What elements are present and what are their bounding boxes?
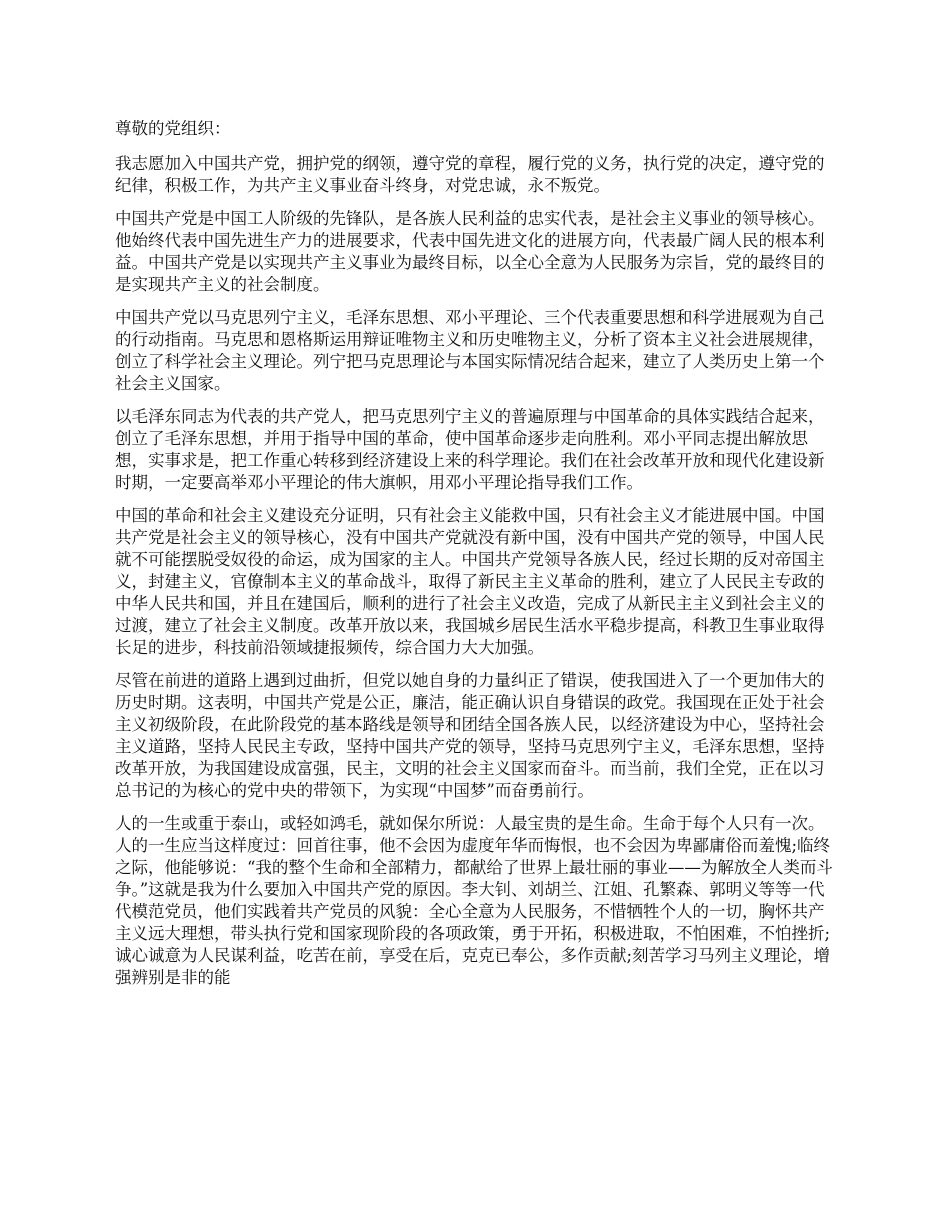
paragraph-1: 我志愿加入中国共产党，拥护党的纲领，遵守党的章程，履行党的义务，执行党的决定，遵守党的纪律，积极工作，为共产主义事业奋斗终身，对党忠诚，永不叛党。 xyxy=(115,154,825,195)
paragraph-2: 中国共产党是中国工人阶级的先锋队，是各族人民利益的忠实代表，是社会主义事业的领导核心。他始终代表中国先进生产力的进展要求，代表中国先进文化的进展方向，代表最广阔人民的根本利益。中国共产党是以实现共产主义事业为最终目标，以全心全意为人民服务为宗旨，党的最终目的是实现共产主义的社会制度。 xyxy=(115,209,825,294)
paragraph-7: 人的一生或重于泰山，或轻如鸿毛，就如保尔所说：人最宝贵的是生命。生命于每个人只有一次。人的一生应当这样度过：回首往事，他不会因为虚度年华而悔恨，也不会因为卑鄙庸俗而羞愧;临终之际，他能够说：“我的整个生命和全部精力，都献给了世界上最壮丽的事业——为解放全人类而斗争。”这就是我为什么要加入中国共产党的原因。李大钊、刘胡兰、江姐、孔繁森、郭明义等等一代代模范党员，他们实践着共产党员的风貌：全心全意为人民服务，不惜牺牲个人的一切，胸怀共产主义远大理想，带头执行党和国家现阶段的各项政策，勇于开拓，积极进取，不怕困难，不怕挫折;诚心诚意为人民谋利益，吃苦在前，享受在后，克克已奉公，多作贡献;刻苦学习马列主义理论，增强辨别是非的能 xyxy=(115,814,833,987)
paragraph-6: 尽管在前进的道路上遇到过曲折，但党以她自身的力量纠正了错误，使我国进入了一个更加伟大的历史时期。这表明，中国共产党是公正，廉洁，能正确认识自身错误的政党。我国现在正处于社会主义初级阶段，在此阶段党的基本路线是领导和团结全国各族人民，以经济建设为中心，坚持社会主义道路，坚持人民民主专政，坚持中国共产党的领导，坚持马克思列宁主义，毛泽东思想，坚持改革开放，为我国建设成富强，民主，文明的社会主义国家而奋斗。而当前，我们全党，正在以习总书记的为核心的党中央的带领下，为实现“中国梦”而奋勇前行。 xyxy=(115,671,825,800)
paragraph-5: 中国的革命和社会主义建设充分证明，只有社会主义能救中国，只有社会主义才能进展中国。中国共产党是社会主义的领导核心，没有中国共产党就没有新中国，没有中国共产党的领导，中国人民就不可能摆脱受奴役的命运，成为国家的主人。中国共产党领导各族人民，经过长期的反对帝国主义，封建主义，官僚制本主义的革命战斗，取得了新民主主义革命的胜利，建立了人民民主专政的中华人民共和国，并且在建国后，顺利的进行了社会主义改造，完成了从新民主主义到社会主义的过渡，建立了社会主义制度。改革开放以来，我国城乡居民生活水平稳步提高，科教卫生事业取得长足的进步，科技前沿领域捷报频传，综合国力大大加强。 xyxy=(115,506,825,657)
document-body xyxy=(115,118,837,1000)
paragraph-4: 以毛泽东同志为代表的共产党人，把马克思列宁主义的普遍原理与中国革命的具体实践结合起来，创立了毛泽东思想，并用于指导中国的革命，使中国革命逐步走向胜利。邓小平同志提出解放思想，实事求是，把工作重心转移到经济建设上来的科学理论。我们在社会改革开放和现代化建设新时期，一定要高举邓小平理论的伟大旗帜，用邓小平理论指导我们工作。 xyxy=(115,407,825,492)
paragraph-3: 中国共产党以马克思列宁主义，毛泽东思想、邓小平理论、三个代表重要思想和科学进展观为自己的行动指南。马克思和恩格斯运用辩证唯物主义和历史唯物主义，分析了资本主义社会进展规律，创立了科学社会主义理论。列宁把马克思理论与本国实际情况结合起来，建立了人类历史上第一个社会主义国家。 xyxy=(115,308,825,393)
salutation: 尊敬的党组织： xyxy=(115,119,231,138)
